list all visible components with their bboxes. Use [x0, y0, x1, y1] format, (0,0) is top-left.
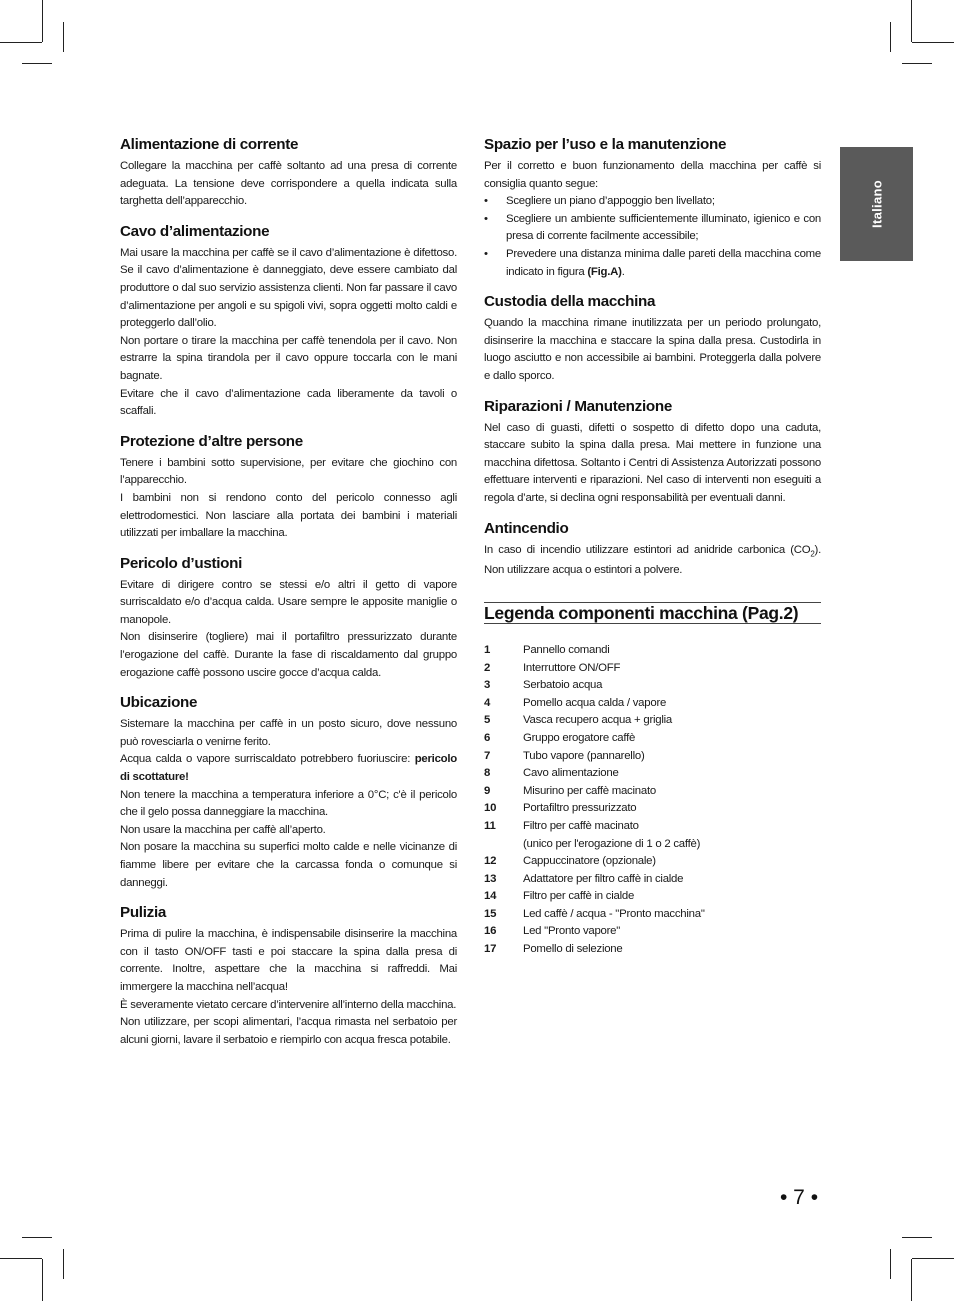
section-title: Protezione d’altre persone — [120, 432, 303, 450]
paragraph-text: ). Non utilizzare acqua o estintori a polvere. — [484, 543, 821, 577]
section-title: Riparazioni / Manutenzione — [484, 397, 672, 415]
legend-label: Led "Pronto vapore" — [523, 925, 621, 938]
legend-label: Filtro per caffè in cialde — [523, 890, 635, 903]
legend-text — [523, 695, 821, 713]
legend-number: 5 — [484, 714, 491, 727]
paragraph: Non posare la macchina su superfici molto calde e nelle vicinanze di fiamme libere per evitare che la carcassa fonda o comunque si danneggi. — [120, 841, 457, 889]
list-item — [484, 246, 821, 281]
section-power-cord — [120, 222, 457, 421]
legend-number: 10 — [484, 802, 497, 815]
legend-number: 17 — [484, 943, 497, 956]
crop-mark — [911, 1259, 912, 1301]
legend-label: Cavo alimentazione — [523, 767, 619, 780]
legend-text — [523, 660, 821, 678]
legend-number: 11 — [484, 819, 496, 832]
paragraph: Quando la macchina rimane inutilizzata per un periodo prolungato, disinserire la macchina e staccare la spina dalla presa. Custodirla in luogo asciutto e non accessibile ai bambini. Proteggerla dalla polvere e dallo sporco. — [484, 317, 821, 382]
paragraph: I bambini non si rendono conto del pericolo connesso agli elettrodomestici. Non lasciare alla portata dei bambini i materiali utilizzati per imballare la macchina. — [120, 491, 457, 540]
legend-text — [523, 941, 821, 959]
legend-label: Led caffè / acqua - "Pronto macchina" — [523, 907, 705, 920]
legend-item — [484, 677, 821, 695]
figure-reference: (Fig.A) — [587, 265, 622, 278]
crop-mark — [63, 22, 64, 52]
legend-number: 1 — [484, 643, 491, 656]
legend-item — [484, 818, 821, 853]
legend-text — [523, 677, 821, 695]
legend-text — [523, 712, 821, 730]
legend-number: 2 — [484, 661, 491, 674]
section-title: Spazio per l’uso e la manutenzione — [484, 136, 727, 153]
paragraph: Tenere i bambini sotto supervisione, per evitare che giochino con l’apparecchio. — [120, 456, 457, 487]
crop-mark — [902, 1237, 932, 1238]
paragraph: Evitare che il cavo d’alimentazione cada liberamente da tavoli o scaffali. — [120, 387, 457, 418]
legend-text — [523, 871, 821, 889]
list-item-text: . — [621, 265, 625, 278]
paragraph: Per il corretto e buon funzionamento della macchina per caffè si consiglia quanto segue: — [484, 160, 821, 190]
legend-label: Tubo vapore (pannarello) — [523, 749, 645, 762]
crop-mark — [0, 1258, 42, 1259]
legend-item — [484, 871, 821, 889]
section-title: Pericolo d’ustioni — [120, 554, 243, 572]
legend-item — [484, 660, 821, 678]
paragraph: Nel caso di guasti, difetti o sospetto di difetto dopo una caduta, staccare subito la spina dalla presa. Mai mettere in funzione una macchina difettosa. Soltanto i Centri di Assistenza Autorizzati possono effettuare interventi e riparazioni. Nel caso di interventi non eseguiti a regola d’arte, si declina ogni responsabilità per eventuali danni. — [484, 421, 821, 504]
legend-number: 12 — [484, 855, 497, 868]
section-title: Pulizia — [120, 904, 167, 922]
crop-mark — [42, 0, 43, 42]
paragraph: Non tenere la macchina a temperatura inferiore a 0°C; c'è il pericolo che il gelo possa danneggiare la macchina. — [120, 788, 457, 819]
legend-label: Portafiltro pressurizzato — [523, 802, 637, 815]
legend-item — [484, 730, 821, 748]
crop-mark — [890, 22, 891, 52]
section-space-use — [484, 135, 821, 281]
section-title: Antincendio — [484, 519, 569, 537]
paragraph: È severamente vietato cercare d’intervenire all’interno della macchina. — [120, 998, 457, 1011]
paragraph: Evitare di dirigere contro se stessi e/o altri il getto di vapore surriscaldato e/o d’acqua calda. Usare sempre le apposite maniglie o manopole. — [120, 578, 457, 626]
legend-label: Misurino per caffè macinato — [523, 784, 656, 797]
warning-text: pericolo di scottature! — [120, 753, 457, 784]
legend-item — [484, 642, 821, 660]
legend-item — [484, 941, 821, 959]
legend-text — [523, 906, 821, 924]
paragraph: Prima di pulire la macchina, è indispensabile disinserire la macchina con il tasto ON/OFF tasti e poi staccare la spina dalla presa di corrente. Inoltre, aspettare che la macchina si raffreddi. Mai immergere la macchina nell’acqua! — [120, 928, 457, 993]
crop-mark — [912, 42, 954, 43]
crop-mark — [0, 42, 42, 43]
legend-text — [523, 730, 821, 748]
section-title: Cavo d’alimentazione — [120, 222, 270, 240]
legend-text — [523, 818, 821, 853]
section-storage — [484, 292, 821, 385]
language-tab — [840, 147, 913, 261]
legend-number: 16 — [484, 925, 497, 938]
section-fire — [484, 519, 821, 580]
legend-item — [484, 906, 821, 924]
legend-list — [484, 642, 821, 959]
subscript: 2 — [810, 548, 815, 558]
legend-label: Interruttore ON/OFF — [523, 661, 621, 674]
legend-item — [484, 923, 821, 941]
legend-number: 15 — [484, 907, 497, 920]
section-burn-hazard — [120, 554, 457, 683]
legend-number: 7 — [484, 749, 491, 762]
legend-item — [484, 695, 821, 713]
list-item: • Scegliere un ambiente sufficientemente illuminato, igienico e con presa di corrente facilmente accessibile; — [484, 211, 821, 246]
legend-text — [523, 748, 821, 766]
legend-text — [523, 853, 821, 871]
left-column — [120, 135, 457, 1060]
list-item: • Scegliere un piano d’appoggio ben livellato; — [484, 193, 821, 211]
legend-item — [484, 888, 821, 906]
crop-mark — [63, 1249, 64, 1279]
section-repairs — [484, 397, 821, 508]
legend-item — [484, 712, 821, 730]
legend-number: 4 — [484, 696, 491, 709]
legend-text — [523, 642, 821, 660]
legend-title: Legenda componenti macchina (Pag.2) — [484, 602, 821, 624]
section-protection-others — [120, 432, 457, 543]
crop-mark — [22, 63, 52, 64]
crop-mark — [22, 1237, 52, 1238]
paragraph: Collegare la macchina per caffè soltanto ad una presa di corrente adeguata. La tensione deve corrispondere a quella indicata sulla targhetta dell’apparecchio. — [120, 160, 457, 208]
paragraph-text: In caso di incendio utilizzare estintori ad anidride carbonica (CO — [484, 543, 811, 556]
legend-text — [523, 765, 821, 783]
legend-label: Filtro per caffè macinato — [523, 819, 639, 832]
legend-label-note: (unico per l'erogazione di 1 o 2 caffè) — [523, 837, 701, 850]
paragraph: Sistemare la macchina per caffè in un posto sicuro, dove nessuno può rovesciarla o venirne ferito. — [120, 718, 457, 748]
legend-item — [484, 765, 821, 783]
legend-number: 6 — [484, 731, 491, 744]
legend-label: Vasca recupero acqua + griglia — [523, 714, 673, 727]
section-title: Custodia della macchina — [484, 293, 656, 311]
paragraph: Non portare o tirare la macchina per caffè tenendola per il cavo. Non estrarre la spina tirandola per il cavo oppure toccarla con le mani bagnate. — [120, 334, 457, 382]
legend-item — [484, 783, 821, 801]
legend-number: 13 — [484, 872, 497, 885]
crop-mark — [890, 1249, 891, 1279]
paragraph — [484, 542, 821, 580]
legend-number: 9 — [484, 784, 491, 797]
legend-number: 3 — [484, 679, 491, 692]
legend-item — [484, 853, 821, 871]
legend-label: Pannello comandi — [523, 643, 610, 656]
legend-number: 8 — [484, 767, 491, 780]
section-location — [120, 693, 457, 892]
paragraph — [120, 751, 457, 786]
paragraph: Non utilizzare, per scopi alimentari, l’acqua rimasta nel serbatoio per alcuni giorni, lavare il serbatoio e riempirlo con acqua fresca potabile. — [120, 1016, 457, 1046]
section-title: Alimentazione di corrente — [120, 136, 299, 153]
legend-label: Cappuccinatore (opzionale) — [523, 855, 656, 868]
section-cleaning — [120, 903, 457, 1049]
crop-mark — [42, 1259, 43, 1301]
bullet-list — [484, 193, 821, 281]
paragraph: Non disinserire (togliere) mai il portafiltro pressurizzato durante l’erogazione del caffè. Durante la fase di riscaldamento dal gruppo erogazione caffè possono uscire gocce d’acqua calda. — [120, 631, 457, 679]
section-title: Ubicazione — [120, 694, 198, 712]
legend-item — [484, 800, 821, 818]
section-power-supply — [120, 135, 457, 211]
legend-text — [523, 888, 821, 906]
paragraph: Mai usare la macchina per caffè se il cavo d’alimentazione è difettoso. Se il cavo d’alimentazione è danneggiato, deve essere cambiato dal produttore o dal suo servizio assistenza clienti. Non far passare il cavo d’alimentazione per angoli e su spigoli vivi, sopra oggetti molto caldi e proteggerlo dall’olio. — [120, 246, 457, 330]
legend-text — [523, 783, 821, 801]
legend-item — [484, 748, 821, 766]
right-column — [484, 135, 821, 959]
legend-number: 14 — [484, 890, 497, 903]
legend-label: Adattatore per filtro caffè in cialde — [523, 872, 684, 885]
page-number: • 7 • — [780, 1186, 819, 1209]
legend-text — [523, 923, 821, 941]
legend-label: Serbatoio acqua — [523, 679, 603, 692]
paragraph: Non usare la macchina per caffè all’aperto. — [120, 823, 326, 836]
crop-mark — [911, 0, 912, 42]
crop-mark — [912, 1258, 954, 1259]
paragraph-text: Acqua calda o vapore surriscaldato potrebbero fuoriuscire: — [120, 753, 415, 766]
legend-label: Gruppo erogatore caffè — [523, 731, 636, 744]
legend-label: Pomello acqua calda / vapore — [523, 696, 667, 709]
crop-mark — [902, 63, 932, 64]
legend-text — [523, 800, 821, 818]
legend-label: Pomello di selezione — [523, 943, 623, 956]
list-item-text: Prevedere una distanza minima dalle pareti della macchina come indicato in figura — [506, 247, 821, 278]
language-tab-label: Italiano — [869, 180, 884, 228]
